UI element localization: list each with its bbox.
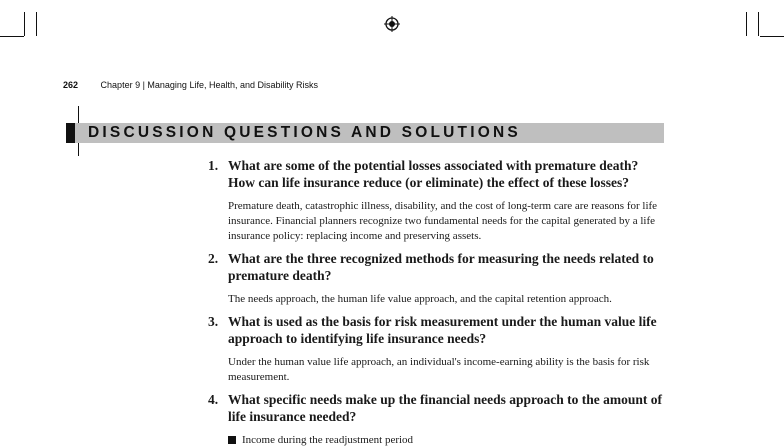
questions-list bbox=[200, 157, 666, 448]
bullet-text: Income during the readjustment period bbox=[242, 434, 414, 446]
question-number: 1. bbox=[208, 158, 219, 173]
question-text: What are the three recognized methods for measuring the needs related to premature death? bbox=[228, 251, 654, 283]
section-banner-accent bbox=[66, 123, 75, 143]
answer-text: Premature death, catastrophic illness, disability, and the cost of long-term care are reasons for life insurance. Financial planners recognize two fundamental needs for the capital generated by a life insurance policy: replacing income and preserving assets. bbox=[228, 200, 658, 242]
crop-mark bbox=[746, 12, 747, 36]
answer-text: The needs approach, the human life value approach, and the capital retention approach. bbox=[228, 293, 612, 305]
chapter-title: Chapter 9 | Managing Life, Health, and Disability Risks bbox=[100, 80, 318, 90]
page-number: 262 bbox=[63, 80, 79, 90]
question-item bbox=[200, 313, 666, 385]
question-number: 4. bbox=[208, 392, 219, 407]
question-number: 2. bbox=[208, 251, 219, 266]
crop-mark bbox=[36, 12, 37, 36]
crop-mark bbox=[0, 36, 24, 37]
crop-mark bbox=[760, 36, 784, 37]
crop-mark bbox=[758, 12, 759, 36]
question-item bbox=[200, 250, 666, 307]
answer-text: Under the human value life approach, an individual's income-earning ability is the basis for risk measurement. bbox=[228, 356, 650, 383]
question-text: What specific needs make up the financial needs approach to the amount of life insurance needed? bbox=[228, 392, 663, 424]
question-item bbox=[200, 157, 666, 244]
question-text: What are some of the potential losses associated with premature death? How can life insurance reduce (or eliminate) the effect of these losses? bbox=[228, 158, 639, 190]
question-number: 3. bbox=[208, 314, 219, 329]
crop-mark bbox=[24, 12, 25, 36]
question-item bbox=[200, 391, 666, 448]
bullet-square-icon bbox=[228, 436, 236, 444]
section-title: DISCUSSION QUESTIONS AND SOLUTIONS bbox=[88, 124, 521, 141]
running-head bbox=[63, 80, 318, 90]
question-text: What is used as the basis for risk measurement under the human value life approach to identifying life insurance needs? bbox=[228, 314, 657, 346]
registration-mark-icon bbox=[384, 16, 400, 32]
